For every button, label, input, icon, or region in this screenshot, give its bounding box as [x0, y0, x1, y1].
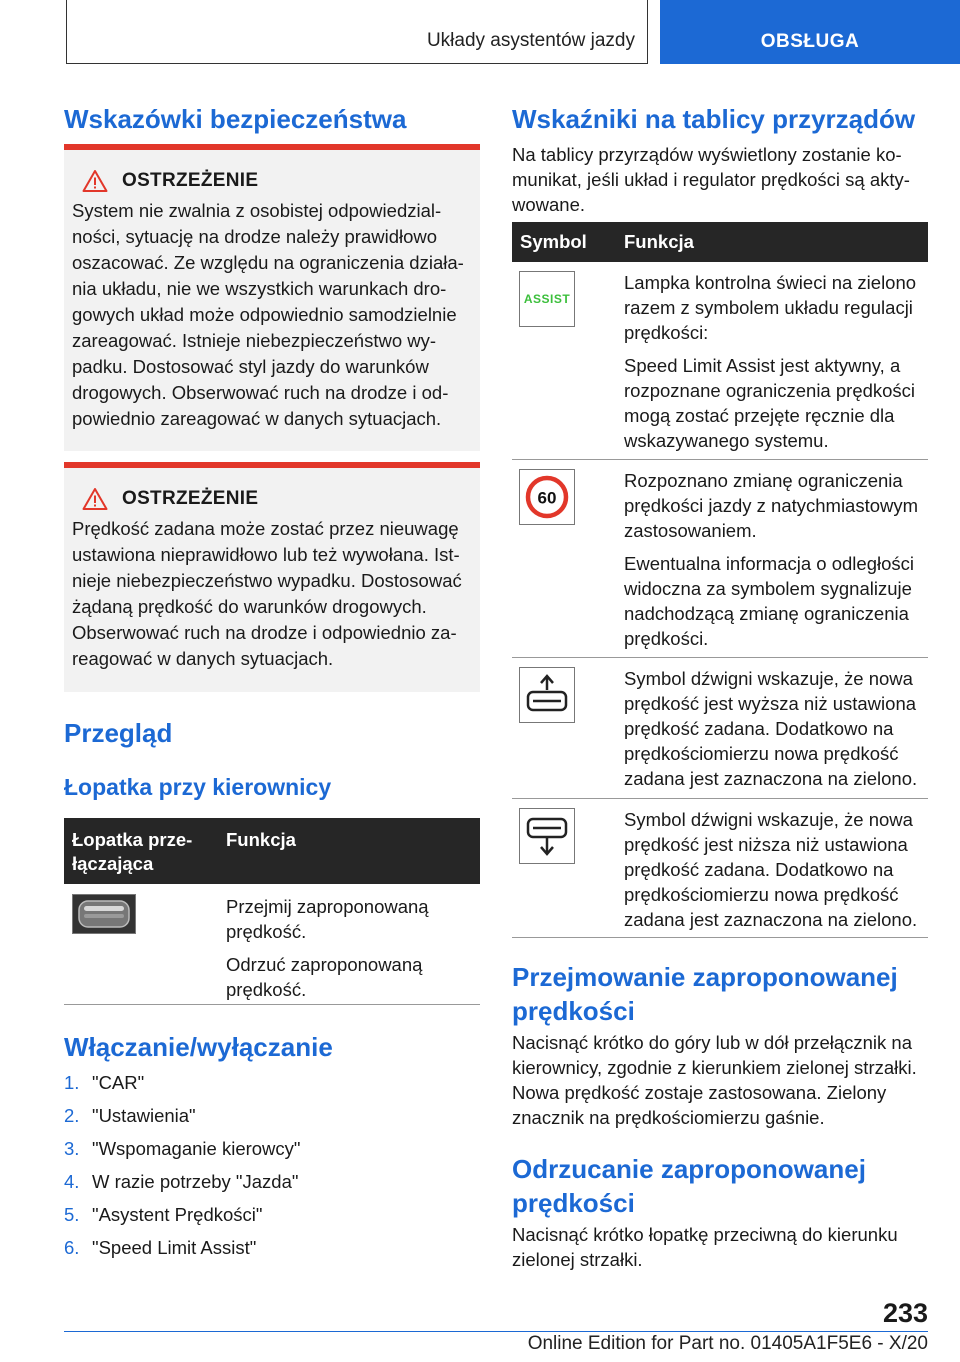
table-row	[512, 799, 928, 938]
list-item: 4. W razie potrzeby "Jazda"	[64, 1171, 299, 1192]
warning-text: Prędkość zadana może zostać przez nieuwagę ustawiona nieprawidłowo lub też wywołana. Istnieje niebezpieczeństwo wypadku. Dostosować żądaną prędkość do warunków drogowych. Obserwować ruch na drodze i odpowiednio zareagować w danych sytuacjach.	[72, 518, 462, 669]
reject-heading: Odrzucanie zaproponowanej prędkości	[512, 1154, 866, 1218]
table-row	[64, 884, 480, 1005]
section-tab[interactable]	[660, 0, 960, 64]
footer-edition: Online Edition for Part no. 01405A1F5E6 - X/20	[527, 1333, 928, 1354]
steps-list	[64, 1066, 301, 1264]
accept-text: Nacisnąć krótko do góry lub w dół przełącznik na kierownicy, zgodnie z kierunkiem zielonej strzałki. Nowa prędkość zostaje zastosowana. Zielony znacznik na prędkościomierzu gaśnie.	[512, 1032, 917, 1128]
safety-heading: Wskazówki bezpieczeństwa	[64, 104, 407, 134]
table-header	[512, 222, 928, 262]
warning-triangle-icon	[82, 169, 108, 193]
assist-symbol	[519, 271, 575, 327]
speed-limit-value: 60	[537, 488, 557, 508]
warning-title: OSTRZEŻENIE	[122, 170, 259, 191]
lever-down-arrow-icon	[524, 813, 570, 859]
indicator-table	[512, 222, 928, 938]
list-item: 5. "Asystent Prędkości"	[64, 1204, 263, 1225]
function-text: Odrzuć zaproponowaną prędkość.	[226, 954, 423, 1000]
list-item: 6. "Speed Limit Assist"	[64, 1237, 257, 1258]
table-row	[512, 262, 928, 460]
paddle-icon	[76, 898, 132, 930]
speed-limit-sign-icon	[525, 475, 569, 519]
overview-heading: Przegląd	[64, 718, 173, 748]
list-item: 2. "Ustawienia"	[64, 1105, 196, 1126]
indicators-heading: Wskaźniki na tablicy przyrządów	[512, 104, 916, 134]
table-row	[512, 658, 928, 799]
function-text: Speed Limit Assist jest aktywny, a rozpoznane ograniczenia prędkości mogą zostać przejęte ręcznie dla wskazywanego systemu.	[624, 355, 916, 451]
indicators-intro: Na tablicy przyrządów wyświetlony zostanie komunikat, jeśli układ i regulator prędkości są aktywowane.	[512, 144, 910, 215]
lever-down-symbol	[519, 808, 575, 864]
function-text: Przejmij zaproponowaną prędkość.	[226, 896, 429, 942]
warning-triangle-icon	[82, 487, 108, 511]
function-text: Lampka kontrolna świeci na zielono razem z symbolem układu regulacji prędkości:	[624, 272, 917, 343]
table-header-cell: Funkcja	[624, 231, 694, 252]
speed-limit-symbol	[519, 469, 575, 525]
header-box	[66, 0, 648, 64]
function-text: Symbol dźwigni wskazuje, że nowa prędkość jest niższa niż ustawiona prędkość zadana. Dodatkowo na prędkościomierzu nowa prędkość zadana jest zaznaczona na zielono.	[624, 809, 918, 930]
lever-up-symbol	[519, 667, 575, 723]
lever-up-arrow-icon	[524, 672, 570, 718]
overview-subheading: Łopatka przy kierownicy	[64, 774, 332, 800]
footer-divider	[64, 1331, 928, 1332]
warning-box-1	[64, 144, 480, 451]
warning-title: OSTRZEŻENIE	[122, 488, 259, 509]
list-item: 3. "Wspomaganie kierowcy"	[64, 1138, 301, 1159]
assist-label: ASSIST	[523, 292, 571, 306]
table-row	[512, 460, 928, 658]
list-item: 1. "CAR"	[64, 1072, 145, 1093]
paddle-symbol	[72, 894, 136, 934]
function-text: Rozpoznano zmianę ograniczenia prędkości jazdy z natychmiastowym zastosowaniem.	[624, 470, 919, 541]
warning-text: System nie zwalnia z osobistej odpowiedzialności, sytuację na drodze należy prawidłowo oszacować. Ze względu na ograniczenia działania układu, nie we wszystkich warunkach drogowych układ może odpowiednio samodzielnie zareagować. Istnieje niebezpieczeństwo wypadku. Dostosować styl jazdy do warunków drogowych. Obserwować ruch na drodze i odpowiednio zareagować w danych sytuacjach.	[72, 200, 464, 429]
page-number: 233	[882, 1298, 928, 1328]
paddle-table	[64, 818, 480, 1005]
chapter-title: Układy asystentów jazdy	[426, 30, 635, 51]
warning-box-2	[64, 462, 480, 692]
reject-text: Nacisnąć krótko łopatkę przeciwną do kierunku zielonej strzałki.	[512, 1224, 898, 1270]
table-header-cell: Symbol	[520, 231, 587, 252]
accept-heading: Przejmowanie zaproponowanej prędkości	[512, 962, 898, 1026]
table-header-cell: Łopatka przełączająca	[72, 829, 193, 874]
function-text: Ewentualna informacja o odległości widoczna za symbolem sygnalizuje nadchodzącą zmianę ograniczenia prędkości.	[624, 553, 915, 649]
onoff-heading: Włączanie/wyłączanie	[64, 1032, 333, 1062]
section-tab-label: OBSŁUGA	[760, 31, 860, 52]
table-header	[64, 818, 480, 884]
function-text: Symbol dźwigni wskazuje, że nowa prędkość jest wyższa niż ustawiona prędkość zadana. Dodatkowo na prędkościomierzu nowa prędkość zadana jest zaznaczona na zielono.	[624, 668, 918, 789]
table-header-cell: Funkcja	[226, 829, 296, 850]
